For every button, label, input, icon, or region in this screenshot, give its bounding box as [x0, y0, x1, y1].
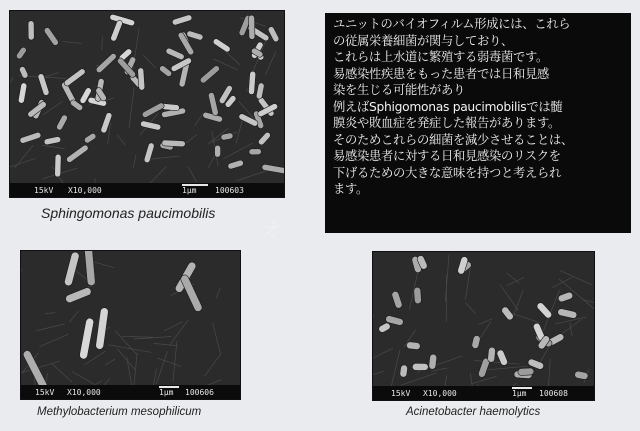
- surface-texture: [149, 156, 179, 159]
- bacterium: [256, 82, 265, 99]
- surface-texture: [62, 42, 81, 44]
- surface-texture: [373, 348, 393, 361]
- sem-scale: 1μm: [182, 186, 197, 195]
- surface-texture: [156, 351, 167, 384]
- surface-texture: [173, 341, 177, 381]
- bacteria-micrograph: [10, 11, 284, 183]
- bacterium: [28, 21, 34, 40]
- surface-texture: [465, 302, 475, 313]
- bacterium: [18, 66, 29, 80]
- bacterium: [79, 317, 94, 359]
- bacterium: [55, 154, 62, 177]
- bacterium: [171, 14, 192, 26]
- surface-texture: [157, 358, 181, 366]
- surface-texture: [39, 334, 68, 347]
- surface-texture: [500, 285, 518, 311]
- sem-scale: 1μm: [159, 388, 174, 397]
- bacterium: [208, 92, 219, 116]
- bacterium: [199, 64, 221, 84]
- surface-texture: [223, 143, 253, 159]
- info-line: 膜炎や敗血症を発症した報告があります。: [333, 116, 560, 130]
- surface-texture: [69, 311, 78, 322]
- bacterium: [143, 142, 155, 163]
- surface-texture: [10, 158, 36, 167]
- bacterium: [248, 71, 256, 95]
- bacterium: [64, 251, 80, 286]
- bacterium: [257, 131, 272, 146]
- bacterium: [19, 131, 42, 144]
- bacterium: [44, 136, 62, 145]
- surface-texture: [154, 343, 178, 345]
- bacterium: [37, 73, 50, 96]
- sem-magnification: X10,000: [423, 389, 457, 398]
- bacterium: [261, 164, 284, 174]
- bacterium: [399, 365, 408, 378]
- surface-texture: [129, 87, 134, 128]
- sem-image-acinetobacter: [372, 251, 595, 401]
- surface-texture: [445, 254, 449, 301]
- surface-texture: [552, 277, 572, 287]
- bacterium: [43, 26, 60, 46]
- surface-texture: [133, 155, 136, 168]
- info-line: ユニットのバイオフィルム形成には、これら: [333, 17, 571, 31]
- surface-texture: [440, 375, 447, 386]
- surface-texture: [466, 267, 471, 300]
- surface-texture: [136, 166, 166, 183]
- surface-texture: [115, 331, 137, 355]
- info-line: これらは上水道に繁殖する弱毒菌です。: [333, 50, 548, 64]
- sem-image-sphingomonas: [9, 10, 285, 198]
- surface-texture: [390, 350, 400, 386]
- sem-info-bar: [10, 183, 284, 197]
- bacterium: [84, 251, 96, 286]
- bacterium: [15, 46, 27, 60]
- bacterium: [165, 47, 185, 60]
- bacterium: [378, 322, 392, 334]
- info-line: 下げるための大きな意味を持つと考えられ: [333, 165, 561, 180]
- bacteria-micrograph: [373, 252, 594, 386]
- bacterium: [428, 354, 437, 370]
- surface-texture: [205, 353, 222, 376]
- surface-texture: [127, 357, 134, 385]
- surface-texture: [216, 288, 220, 298]
- bacterium: [100, 112, 113, 134]
- bacterium: [487, 347, 495, 363]
- sem-magnification: X10,000: [68, 186, 102, 195]
- surface-texture: [471, 376, 497, 384]
- surface-texture: [470, 373, 476, 386]
- sem-kv: 15kV: [34, 186, 54, 195]
- bacterium: [557, 291, 573, 303]
- bacterium: [83, 132, 97, 144]
- bacterium: [267, 26, 280, 43]
- sem-magnification: X10,000: [67, 388, 101, 397]
- bacterium: [227, 159, 244, 169]
- sem-id: 100606: [185, 388, 214, 397]
- info-line: 例えばSphigomonas paucimobilisでは髄: [333, 99, 563, 114]
- bacteria-micrograph: [21, 251, 240, 385]
- bacterium: [22, 349, 49, 385]
- bacterium: [471, 335, 481, 349]
- bacterium: [249, 149, 262, 155]
- sem-kv: 15kV: [391, 389, 411, 398]
- bacterium: [110, 19, 123, 42]
- surface-texture: [36, 324, 64, 331]
- surface-texture: [143, 55, 155, 68]
- info-line: の従属栄養細菌が関与しており、: [333, 33, 513, 48]
- bacterium: [212, 38, 231, 54]
- bacterium: [95, 52, 118, 74]
- bacterium: [574, 371, 589, 380]
- surface-texture: [583, 300, 594, 310]
- caption-acinetobacter: Acinetobacter haemolytics: [406, 406, 541, 418]
- sem-id: 100608: [539, 389, 568, 398]
- sem-id: 100603: [215, 186, 244, 195]
- info-line: 易感染患者に対する日和見感染のリスクを: [333, 149, 561, 163]
- bacterium: [65, 144, 89, 164]
- background-ghost-text: オ: [262, 218, 282, 242]
- surface-texture: [102, 37, 103, 51]
- surface-texture: [117, 135, 125, 145]
- info-text-box: [325, 13, 631, 233]
- surface-texture: [265, 51, 275, 75]
- sem-kv: 15kV: [35, 388, 55, 397]
- bacterium: [55, 114, 68, 131]
- info-line: 易感染性疾患をもった患者では日和見感: [333, 66, 549, 81]
- info-line: 染を生じる可能性があり: [333, 83, 465, 97]
- info-line: ます。: [333, 182, 369, 196]
- surface-texture: [45, 313, 55, 314]
- surface-texture: [52, 364, 72, 382]
- bacterium: [215, 145, 221, 157]
- surface-texture: [188, 167, 196, 182]
- surface-texture: [570, 322, 572, 336]
- bacterium: [412, 363, 428, 370]
- bacterium: [162, 140, 186, 147]
- bacterium: [406, 341, 421, 350]
- caption-methylobacterium: Methylobacterium mesophilicum: [37, 406, 202, 418]
- bacterium: [248, 15, 255, 40]
- bacterium: [64, 286, 92, 303]
- surface-texture: [373, 316, 374, 340]
- bacterium: [18, 82, 27, 103]
- surface-texture: [373, 371, 384, 384]
- bacterium: [496, 349, 509, 367]
- surface-texture: [213, 323, 221, 354]
- bacterium: [518, 368, 534, 376]
- surface-texture: [72, 372, 94, 385]
- sem-image-methylobacterium: [20, 250, 241, 400]
- bacterium: [186, 30, 204, 41]
- bacterium: [557, 308, 578, 319]
- surface-texture: [10, 77, 13, 113]
- surface-texture: [122, 336, 153, 337]
- surface-texture: [153, 368, 157, 385]
- surface-texture: [42, 145, 64, 148]
- bacterium: [414, 287, 422, 304]
- bacterium: [63, 68, 86, 88]
- surface-texture: [186, 134, 197, 143]
- surface-texture: [507, 273, 520, 283]
- surface-texture: [109, 345, 152, 353]
- bacterium: [179, 274, 203, 313]
- bacterium: [536, 301, 554, 319]
- caption-sphingomonas: Sphingomonas paucimobilis: [41, 205, 216, 221]
- sem-info-bar: [21, 385, 240, 399]
- surface-texture: [117, 349, 135, 370]
- bacterium: [220, 132, 233, 140]
- surface-texture: [548, 359, 550, 386]
- surface-texture: [195, 113, 204, 126]
- sem-scale: 1μm: [512, 389, 527, 398]
- bacterium: [138, 68, 145, 91]
- bacterium: [391, 290, 403, 309]
- info-line: そのためこれらの細菌を減少させることは、: [333, 132, 573, 147]
- surface-texture: [105, 359, 115, 365]
- sem-info-bar: [373, 386, 594, 400]
- surface-texture: [506, 277, 523, 285]
- surface-texture: [559, 270, 591, 285]
- surface-texture: [164, 322, 182, 331]
- surface-texture: [474, 361, 519, 365]
- bacterium: [158, 64, 173, 77]
